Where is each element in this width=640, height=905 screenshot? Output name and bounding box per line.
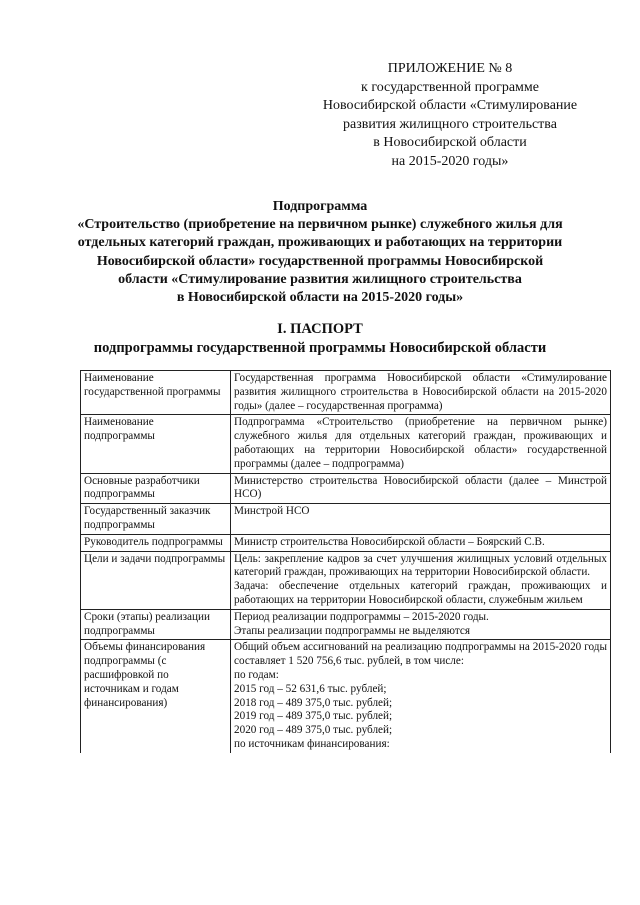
section-subtitle: подпрограммы государственной программы Новосибирской области: [93, 339, 547, 356]
row-value-text: 2015 год – 52 631,6 тыс. рублей;: [234, 682, 387, 695]
subprogram-title-line: области «Стимулирование развития жилищного строительства: [118, 271, 522, 287]
row-value-text: 2018 год – 489 375,0 тыс. рублей;: [234, 696, 393, 709]
appendix-number: ПРИЛОЖЕНИЕ № 8: [387, 61, 513, 76]
row-label: Основные разработчики подпрограммы: [81, 473, 231, 504]
row-value-text: Министр строительства Новосибирской области – Боярский С.В.: [234, 535, 545, 548]
row-label: Государственный заказчик подпрограммы: [81, 504, 231, 535]
appendix-line: к государственной программе: [361, 79, 539, 95]
row-value: [231, 473, 611, 504]
section-heading: [40, 320, 600, 357]
row-value-text: по годам:: [234, 668, 279, 681]
row-label: Сроки (этапы) реализации подпрограммы: [81, 609, 231, 640]
subprogram-heading: Подпрограмма: [272, 199, 368, 214]
appendix-line: на 2015-2020 годы»: [391, 153, 509, 169]
row-label: Наименование подпрограммы: [81, 415, 231, 473]
row-value-text: Минстрой НСО: [234, 505, 310, 518]
passport-table: [80, 370, 611, 753]
table-row: [81, 551, 611, 609]
subprogram-title-line: отдельных категорий граждан, проживающих и работающих на территории: [77, 235, 563, 251]
row-label: Руководитель подпрограммы: [81, 534, 231, 551]
appendix-line: в Новосибирской области: [373, 135, 527, 150]
row-value-text: 2020 год – 489 375,0 тыс. рублей;: [234, 724, 393, 737]
row-value-text: Подпрограмма «Строительство (приобретение на первичном рынке) служебного жилья для отдельных категорий граждан, проживающих и работающих на территории Новосибирской области» государственной программы (далее – подпрограмма): [234, 416, 607, 470]
appendix-header: [300, 60, 600, 171]
row-value: [231, 534, 611, 551]
table-row: [81, 504, 611, 535]
row-value-text: Период реализации подпрограммы – 2015-2020 годы.: [234, 610, 489, 623]
subprogram-title-line: в Новосибирской области на 2015-2020 годы»: [176, 290, 464, 306]
row-value: [231, 551, 611, 609]
row-label: Наименование государственной программы: [81, 371, 231, 415]
row-value: [231, 609, 611, 640]
row-value: [231, 371, 611, 415]
section-number-title: I. ПАСПОРТ: [277, 321, 363, 337]
row-value-text: по источникам финансирования:: [234, 737, 390, 750]
table-row: [81, 473, 611, 504]
row-value-text: Задача: обеспечение отдельных категорий граждан, проживающих и работающих на территории Новосибирской области, служебным жильем: [234, 580, 607, 606]
appendix-line: развития жилищного строительства: [343, 116, 557, 132]
row-value-text: Государственная программа Новосибирской области «Стимулирование развития жилищного строительства в Новосибирской области на 2015-2020 годы» (далее – государственная программа): [234, 372, 607, 412]
row-value: [231, 415, 611, 473]
table-row: [81, 534, 611, 551]
table-row: [81, 415, 611, 473]
subprogram-title-line: Новосибирской области» государственной программы Новосибирской: [96, 253, 544, 269]
table-row: [81, 640, 611, 753]
row-value-text: Цель: закрепление кадров за счет улучшения жилищных условий отдельных категорий граждан, проживающих на территории Новосибирской области.: [234, 552, 607, 579]
row-value: [231, 640, 611, 753]
row-label: Объемы финансирования подпрограммы (с расшифровкой по источникам и годам финансирования): [81, 640, 231, 753]
subprogram-title: [40, 198, 600, 307]
appendix-line: Новосибирской области «Стимулирование: [322, 98, 578, 113]
row-label: Цели и задачи подпрограммы: [81, 551, 231, 609]
table-row: [81, 609, 611, 640]
table-row: [81, 371, 611, 415]
row-value: [231, 504, 611, 535]
subprogram-title-line: «Строительство (приобретение на первичном рынке) служебного жилья для: [77, 217, 563, 233]
row-value-text: 2019 год – 489 375,0 тыс. рублей;: [234, 710, 393, 723]
row-value-text: Министерство строительства Новосибирской области (далее – Минстрой НСО): [234, 474, 607, 501]
row-value-text: Общий объем ассигнований на реализацию подпрограммы на 2015-2020 годы составляет 1 520 756,6 тыс. рублей, в том числе:: [234, 641, 607, 668]
row-value-text: Этапы реализации подпрограммы не выделяются: [234, 624, 471, 637]
